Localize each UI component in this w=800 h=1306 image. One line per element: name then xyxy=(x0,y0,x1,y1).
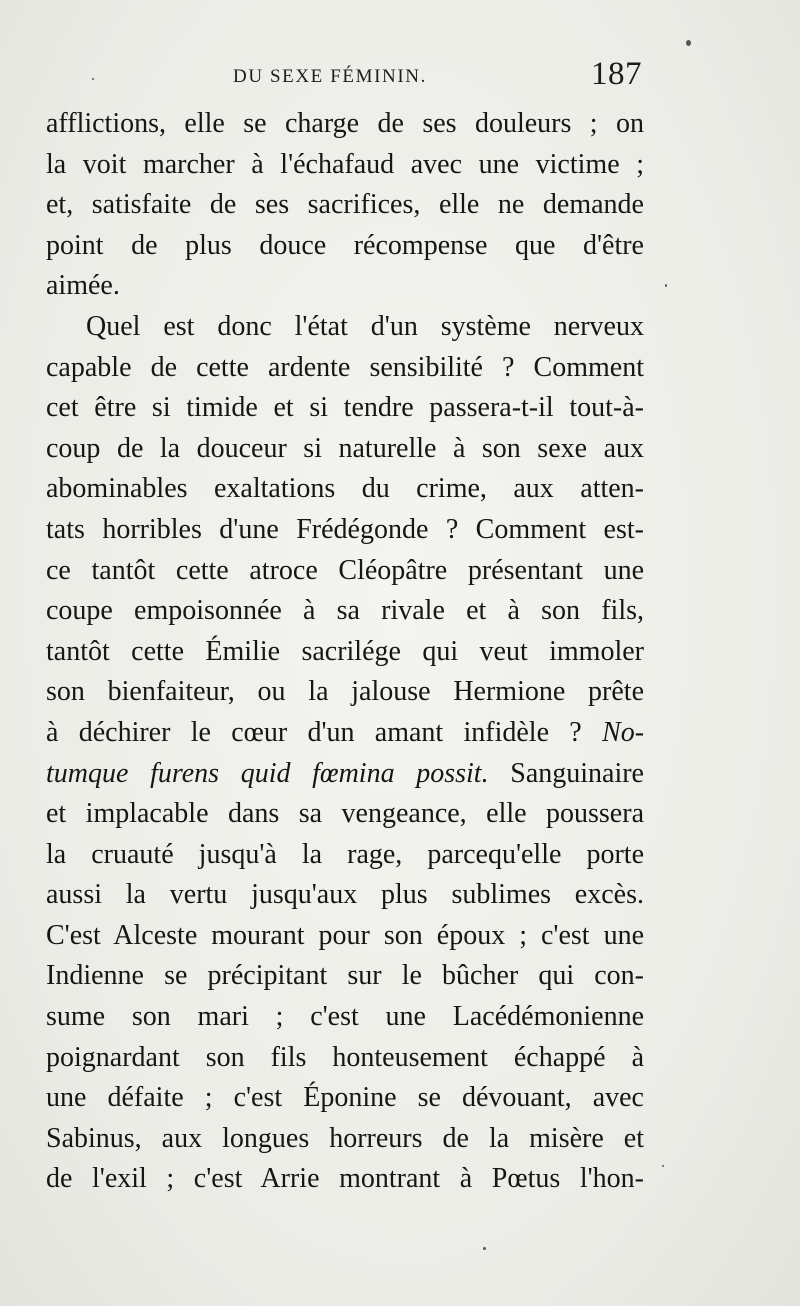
paper-speck xyxy=(483,1247,486,1250)
text-line: poignardant son fils honteusement échappé à xyxy=(46,1041,644,1073)
text-line-mixed xyxy=(46,713,644,754)
text-line: capable de cette ardente sensibilité ? Comment xyxy=(46,351,644,383)
text-line: aussi la vertu jusqu'aux plus sublimes excès. xyxy=(46,879,644,911)
text-line: sume son mari ; c'est une Lacédémonienne xyxy=(46,1001,644,1033)
text-line: abominables exaltations du crime, aux atten- xyxy=(46,473,644,505)
italic-quote-start: No- xyxy=(602,716,645,748)
text-line: afflictions, elle se charge de ses douleurs ; on xyxy=(46,108,644,139)
text-line: et, satisfaite de ses sacrifices, elle ne demande xyxy=(46,189,644,221)
text-line: tats horribles d'une Frédégonde ? Comment est- xyxy=(46,513,644,545)
text-line: C'est Alceste mourant pour son époux ; c'est une xyxy=(46,919,644,951)
text-line: la voit marcher à l'échafaud avec une victime ; xyxy=(46,148,644,180)
paper-speck xyxy=(686,40,691,46)
page-number: 187 xyxy=(591,56,642,92)
body-text xyxy=(46,104,644,1200)
text-line-mixed xyxy=(46,754,644,795)
paragraph-start-line: Quel est donc l'état d'un système nerveux xyxy=(86,310,644,342)
text-line: point de plus douce récompense que d'être xyxy=(46,229,644,261)
text-segment: à déchirer le cœur d'un amant infidèle ? xyxy=(46,716,582,748)
paragraph-end-line: aimée. xyxy=(46,270,120,302)
running-title: DU SEXE FÉMININ. xyxy=(233,66,427,87)
text-line: cet être si timide et si tendre passera-t-il tout-à- xyxy=(46,392,644,424)
text-line: coup de la douceur si naturelle à son sexe aux xyxy=(46,432,644,464)
paper-speck xyxy=(662,1165,664,1167)
text-line: Indienne se précipitant sur le bûcher qui con- xyxy=(46,960,644,992)
text-line: de l'exil ; c'est Arrie montrant à Pœtus l'hon- xyxy=(46,1163,644,1195)
text-line: Sabinus, aux longues horreurs de la misère et xyxy=(46,1122,644,1154)
text-line: coupe empoisonnée à sa rivale et à son fils, xyxy=(46,595,644,627)
text-line: et implacable dans sa vengeance, elle poussera xyxy=(46,798,644,830)
page-header xyxy=(0,56,800,96)
text-line: son bienfaiteur, ou la jalouse Hermione prête xyxy=(46,676,644,708)
paper-speck xyxy=(665,284,667,287)
italic-quote: tumque furens quid fœmina possit. xyxy=(46,757,489,789)
text-line: une défaite ; c'est Éponine se dévouant, avec xyxy=(46,1082,644,1114)
paper-speck xyxy=(92,78,94,80)
text-segment: Sanguinaire xyxy=(510,757,644,789)
text-line: tantôt cette Émilie sacrilége qui veut immoler xyxy=(46,635,644,667)
text-line: ce tantôt cette atroce Cléopâtre présentant une xyxy=(46,554,644,586)
text-line: la cruauté jusqu'à la rage, parcequ'elle porte xyxy=(46,838,644,870)
